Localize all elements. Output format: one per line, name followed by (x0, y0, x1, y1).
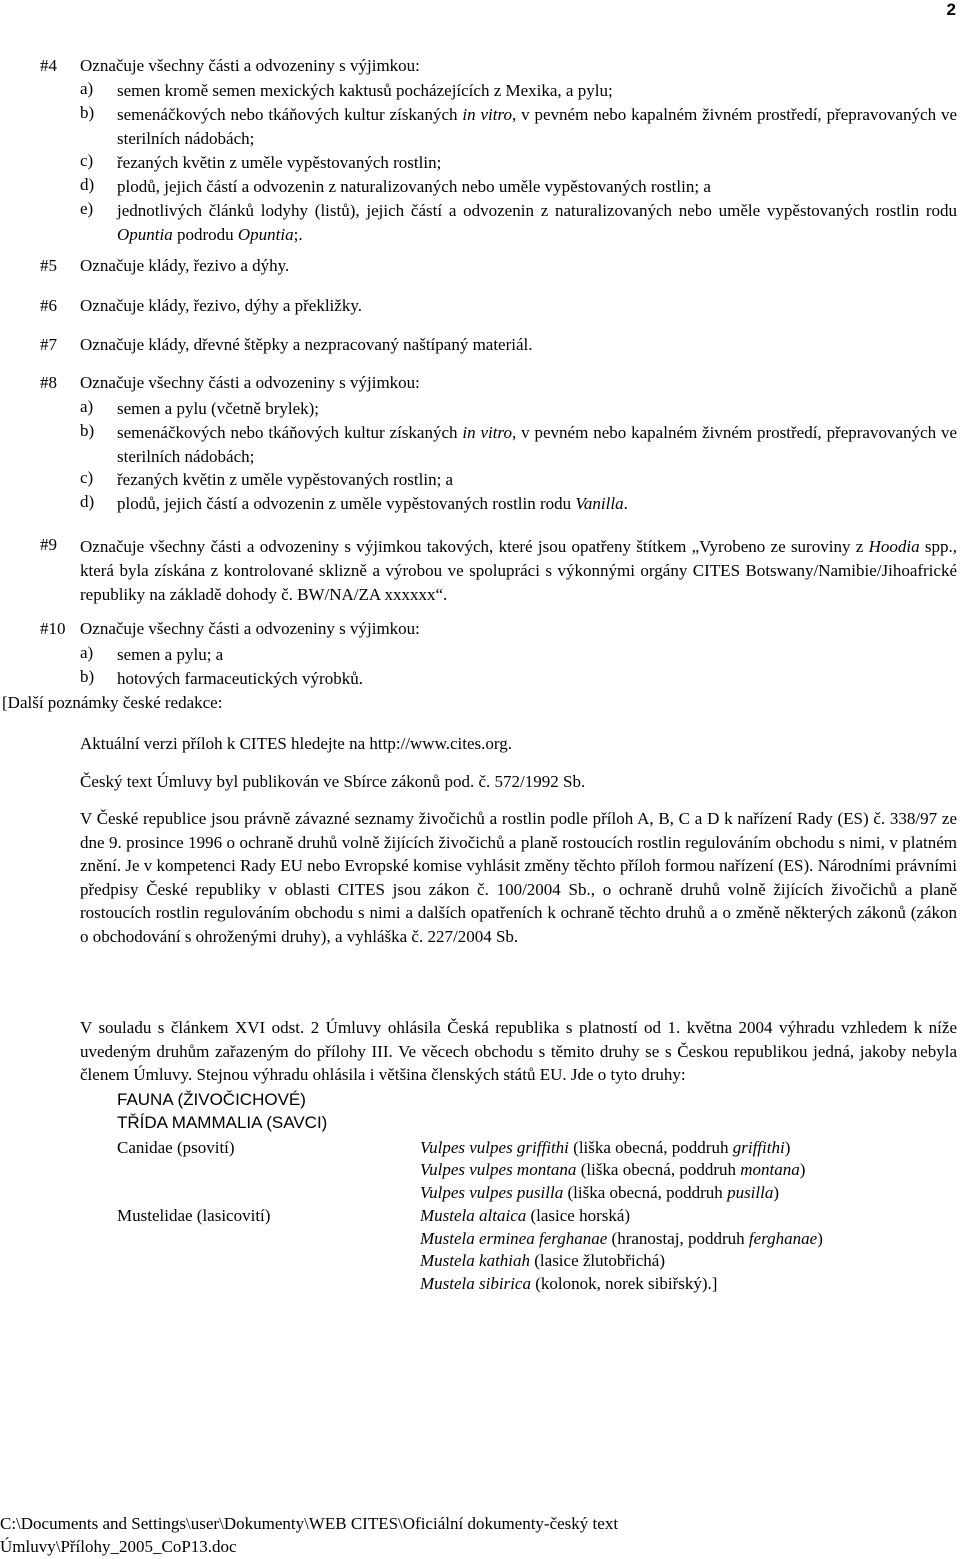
italic-term: in vitro (462, 423, 512, 442)
note-heading: Označuje všechny části a odvozeniny s výjimkou: (80, 619, 420, 638)
note-text: Označuje všechny části a odvozeniny s výjimkou takových, které jsou opatřeny štítkem „Vyrobeno ze suroviny z Hoodia spp., která byla získána z kontrolované sklizně a výrobou ve spolupráci s výkonnými orgány CITES Botswany/Namibie/Jihoafrické republiky na základě dohody č. BW/NA/ZA xxxxxx“. (80, 537, 958, 604)
species-entry: Vulpes vulpes montana (liška obecná, poddruh montana) (420, 1160, 806, 1179)
note-tag: #7 (40, 335, 57, 354)
italic-term: Opuntia (237, 225, 294, 244)
note-heading: Označuje klády, řezivo a dýhy. (80, 256, 290, 275)
item-text: plodů, jejich částí a odvozenin z naturalizovaných nebo uměle vypěstovaných rostlin; a (117, 177, 711, 196)
item-letter: a) (80, 397, 94, 416)
editorial-paragraph: Český text Úmluvy byl publikován ve Sbírce zákonů pod. č. 572/1992 Sb. (80, 772, 586, 791)
note-heading: Označuje všechny části a odvozeniny s výjimkou: (80, 56, 420, 75)
item-letter: b) (80, 421, 95, 440)
species-entry: Mustela altaica (lasice horská) (420, 1206, 631, 1225)
species-entry: Vulpes vulpes pusilla (liška obecná, poddruh pusilla) (420, 1183, 780, 1202)
editorial-paragraph: V České republice jsou právně závazné seznamy živočichů a rostlin podle příloh A, B, C a D k nařízení Rady (ES) č. 338/97 ze dne 9. prosince 1996 o ochraně druhů volně žijících živočichů a planě rostoucích rostlin regulováním obchodu s nimi, v platném znění. Je v kompetenci Rady EU nebo Evropské komise vyhlásit změny těchto příloh formou nařízení (ES). Národními právními předpisy České republiky v oblasti CITES jsou zákon č. 100/2004 Sb., o ochraně druhů volně žijících živočichů a planě rostoucích rostlin regulováním obchodu s nimi a dalších opatřeních k ochraně těchto druhů a o změně některých zákonů (zákon o obchodování s ohroženými druhy), a vyhláška č. 227/2004 Sb. (80, 809, 957, 946)
note-tag: #9 (40, 535, 57, 554)
item-text: semen a pylu; a (117, 645, 224, 664)
species-entry: Mustela kathiah (lasice žlutobřichá) (420, 1251, 666, 1270)
note-tag: #8 (40, 373, 57, 392)
fauna-class: TŘÍDA MAMMALIA (SAVCI) (117, 1113, 328, 1132)
family-name: Canidae (psovití) (117, 1138, 235, 1157)
item-text: semen a pylu (včetně brylek); (117, 399, 320, 418)
note-heading: Označuje klády, dřevné štěpky a nezpracovaný naštípaný materiál. (80, 335, 533, 354)
item-letter: c) (80, 468, 94, 487)
species-entry: Mustela erminea ferghanae (hranostaj, poddruh ferghanae) (420, 1229, 823, 1248)
item-text: řezaných květin z uměle vypěstovaných rostlin; (117, 153, 442, 172)
note-tag: #10 (40, 619, 66, 638)
note-heading: Označuje klády, řezivo, dýhy a překližky. (80, 296, 362, 315)
item-text: semenáčkových nebo tkáňových kultur získaných in vitro, v pevném nebo kapalném živném prostředí, přepravovaných ve sterilních nádobách; (117, 105, 957, 148)
italic-term: in vitro (462, 105, 512, 124)
species-entry: Mustela sibirica (kolonok, norek sibiřský).] (420, 1274, 718, 1293)
item-letter: c) (80, 151, 94, 170)
editorial-paragraph: Aktuální verzi příloh k CITES hledejte na http://www.cites.org. (80, 734, 512, 753)
note-tag: #5 (40, 256, 57, 275)
footer-path: Úmluvy\Přílohy_2005_CoP13.doc (0, 1537, 237, 1556)
item-letter: a) (80, 643, 94, 662)
item-text: semen kromě semen mexických kaktusů pocházejících z Mexika, a pylu; (117, 81, 613, 100)
fauna-title: FAUNA (ŽIVOČICHOVÉ) (117, 1090, 306, 1109)
item-letter: a) (80, 79, 94, 98)
editorial-paragraph: V souladu s článkem XVI odst. 2 Úmluvy ohlásila Česká republika s platností od 1. května 2004 výhradu vzhledem k níže uvedeným druhům zařazeným do přílohy III. Ve věcech obchodu s těmito druhy se s Českou republikou jedná, jakoby nebyla členem Úmluvy. Stejnou výhradu ohlásila i většina členských států EU. Jde o tyto druhy: (80, 1018, 957, 1084)
item-letter: e) (80, 199, 94, 218)
item-letter: d) (80, 492, 95, 511)
item-letter: b) (80, 667, 95, 686)
page-number: 2 (946, 0, 956, 19)
item-text: jednotlivých článků lodyhy (listů), jejich částí a odvozenin z naturalizovaných nebo uměle vypěstovaných rostlin rodu Opuntia podrodu Opuntia;. (117, 201, 957, 244)
editorial-heading: [Další poznámky české redakce: (2, 693, 223, 712)
item-letter: d) (80, 175, 95, 194)
item-letter: b) (80, 103, 95, 122)
note-heading: Označuje všechny části a odvozeniny s výjimkou: (80, 373, 420, 392)
italic-term: Hoodia (868, 537, 920, 556)
italic-term: Opuntia (117, 225, 173, 244)
italic-term: Vanilla (575, 494, 624, 513)
item-text: plodů, jejich částí a odvozenin z uměle vypěstovaných rostlin rodu Vanilla. (117, 494, 628, 513)
species-entry: Vulpes vulpes griffithi (liška obecná, poddruh griffithi) (420, 1138, 791, 1157)
footer-path: C:\Documents and Settings\user\Dokumenty\WEB CITES\Oficiální dokumenty-český text (0, 1514, 619, 1533)
item-text: semenáčkových nebo tkáňových kultur získaných in vitro, v pevném nebo kapalném živném prostředí, přepravovaných ve sterilních nádobách; (117, 423, 957, 466)
item-text: hotových farmaceutických výrobků. (117, 669, 363, 688)
family-name: Mustelidae (lasicovití) (117, 1206, 271, 1225)
item-text: řezaných květin z uměle vypěstovaných rostlin; a (117, 470, 454, 489)
note-tag: #6 (40, 296, 57, 315)
note-tag: #4 (40, 56, 57, 75)
